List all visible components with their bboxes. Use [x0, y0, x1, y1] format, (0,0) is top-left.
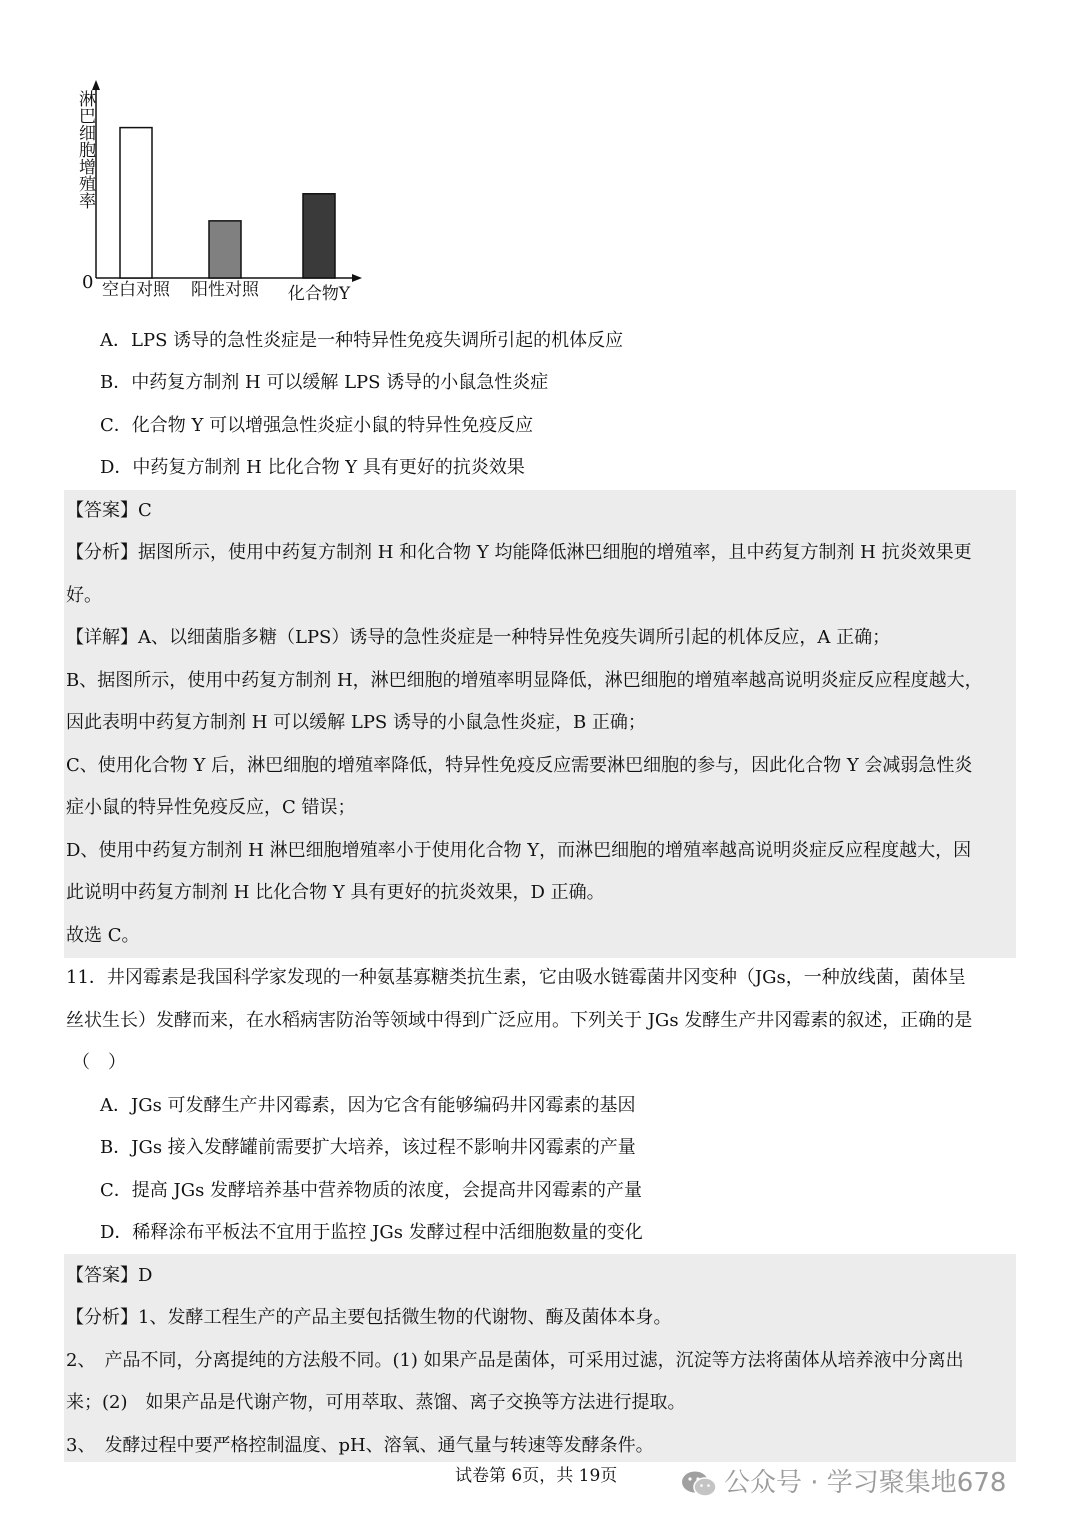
chart-y-axis-label: 淋巴细胞增殖率: [75, 90, 95, 209]
chart-canvas: [70, 70, 370, 310]
q10-option-d: D．中药复方制剂 H 比化合物 Y 具有更好的抗炎效果: [100, 457, 525, 478]
q10-option-a: A．LPS 诱导的急性炎症是一种特异性免疫失调所引起的机体反应: [100, 330, 624, 351]
x-tick-label-2: 阳性对照: [191, 280, 259, 300]
y-axis-arrow: [92, 80, 100, 90]
q10-detail-line-5: 症小鼠的特异性免疫反应，C 错误；: [66, 797, 356, 818]
q10-answer: 【答案】C: [66, 500, 152, 521]
q11-option-b: B．JGs 接入发酵罐前需要扩大培养，该过程不影响井冈霉素的产量: [100, 1137, 636, 1158]
q10-detail-line-8: 故选 C。: [66, 925, 140, 946]
q10-detail-line-7: 此说明中药复方制剂 H 比化合物 Y 具有更好的抗炎效果，D 正确。: [66, 882, 605, 903]
q10-detail-line-3: 因此表明中药复方制剂 H 可以缓解 LPS 诱导的小鼠急性炎症，B 正确；: [66, 712, 646, 733]
x-tick-label-1: 空白对照: [102, 280, 170, 300]
q10-analysis-line-2: 好。: [66, 585, 102, 606]
wechat-icon: [680, 1469, 718, 1499]
q11-analysis-line-1: 【分析】1、发酵工程生产的产品主要包括微生物的代谢物、酶及菌体本身。: [66, 1307, 672, 1328]
q10-detail-line-2: B、据图所示，使用中药复方制剂 H，淋巴细胞的增殖率明显降低，淋巴细胞的增殖率越高说明炎症反应程度越大，: [66, 670, 983, 691]
q11-option-a: A．JGs 可发酵生产井冈霉素，因为它含有能够编码井冈霉素的基因: [100, 1095, 636, 1116]
bar-3: [303, 194, 335, 278]
q10-detail-line-4: C、使用化合物 Y 后，淋巴细胞的增殖率降低，特异性免疫反应需要淋巴细胞的参与，因此化合物 Y 会减弱急性炎: [66, 755, 973, 776]
watermark: [680, 1463, 1006, 1503]
bar-1: [120, 128, 152, 278]
x-axis-arrow: [352, 274, 362, 282]
proliferation-bar-chart: [70, 70, 370, 310]
q10-detail-line-1: 【详解】A、以细菌脂多糖（LPS）诱导的急性炎症是一种特异性免疫失调所引起的机体反应，A 正确；: [66, 627, 891, 648]
watermark-text: 公众号 · 学习聚集地678: [724, 1468, 1007, 1498]
q10-option-b: B．中药复方制剂 H 可以缓解 LPS 诱导的小鼠急性炎症: [100, 372, 549, 393]
q11-answer-blank: （ ）: [72, 1052, 126, 1073]
q10-detail-line-6: D、使用中药复方制剂 H 淋巴细胞增殖率小于使用化合物 Y，而淋巴细胞的增殖率越高说明炎症反应程度越大，因: [66, 840, 972, 861]
q11-analysis-line-3: 来；(2) 如果产品是代谢产物，可用萃取、蒸馏、离子交换等方法进行提取。: [66, 1392, 686, 1413]
q10-analysis-line-1: 【分析】据图所示，使用中药复方制剂 H 和化合物 Y 均能降低淋巴细胞的增殖率，且中药复方制剂 H 抗炎效果更: [66, 542, 972, 563]
q11-analysis-line-4: 3、 发酵过程中要严格控制温度、pH、溶氧、通气量与转速等发酵条件。: [66, 1435, 654, 1456]
origin-label: 0: [82, 272, 94, 293]
page-footer: 试卷第 6页，共 19页: [455, 1466, 618, 1486]
q11-analysis-line-2: 2、 产品不同，分离提纯的方法般不同。(1) 如果产品是菌体，可采用过滤，沉淀等方法将菌体从培养液中分离出: [66, 1350, 964, 1371]
q11-answer: 【答案】D: [66, 1265, 153, 1286]
q10-option-c: C．化合物 Y 可以增强急性炎症小鼠的特异性免疫反应: [100, 415, 534, 436]
q11-stem-line-1: 11．井冈霉素是我国科学家发现的一种氨基寡糖类抗生素，它由吸水链霉菌井冈变种（JGs，一种放线菌，菌体呈: [66, 967, 966, 988]
q11-option-d: D．稀释涂布平板法不宜用于监控 JGs 发酵过程中活细胞数量的变化: [100, 1222, 643, 1243]
q11-option-c: C．提高 JGs 发酵培养基中营养物质的浓度，会提高井冈霉素的产量: [100, 1180, 643, 1201]
x-tick-label-3: 化合物Y: [287, 284, 351, 304]
q11-stem-line-2: 丝状生长）发酵而来，在水稻病害防治等领域中得到广泛应用。下列关于 JGs 发酵生产井冈霉素的叙述，正确的是: [66, 1010, 973, 1031]
bar-2: [209, 221, 241, 278]
